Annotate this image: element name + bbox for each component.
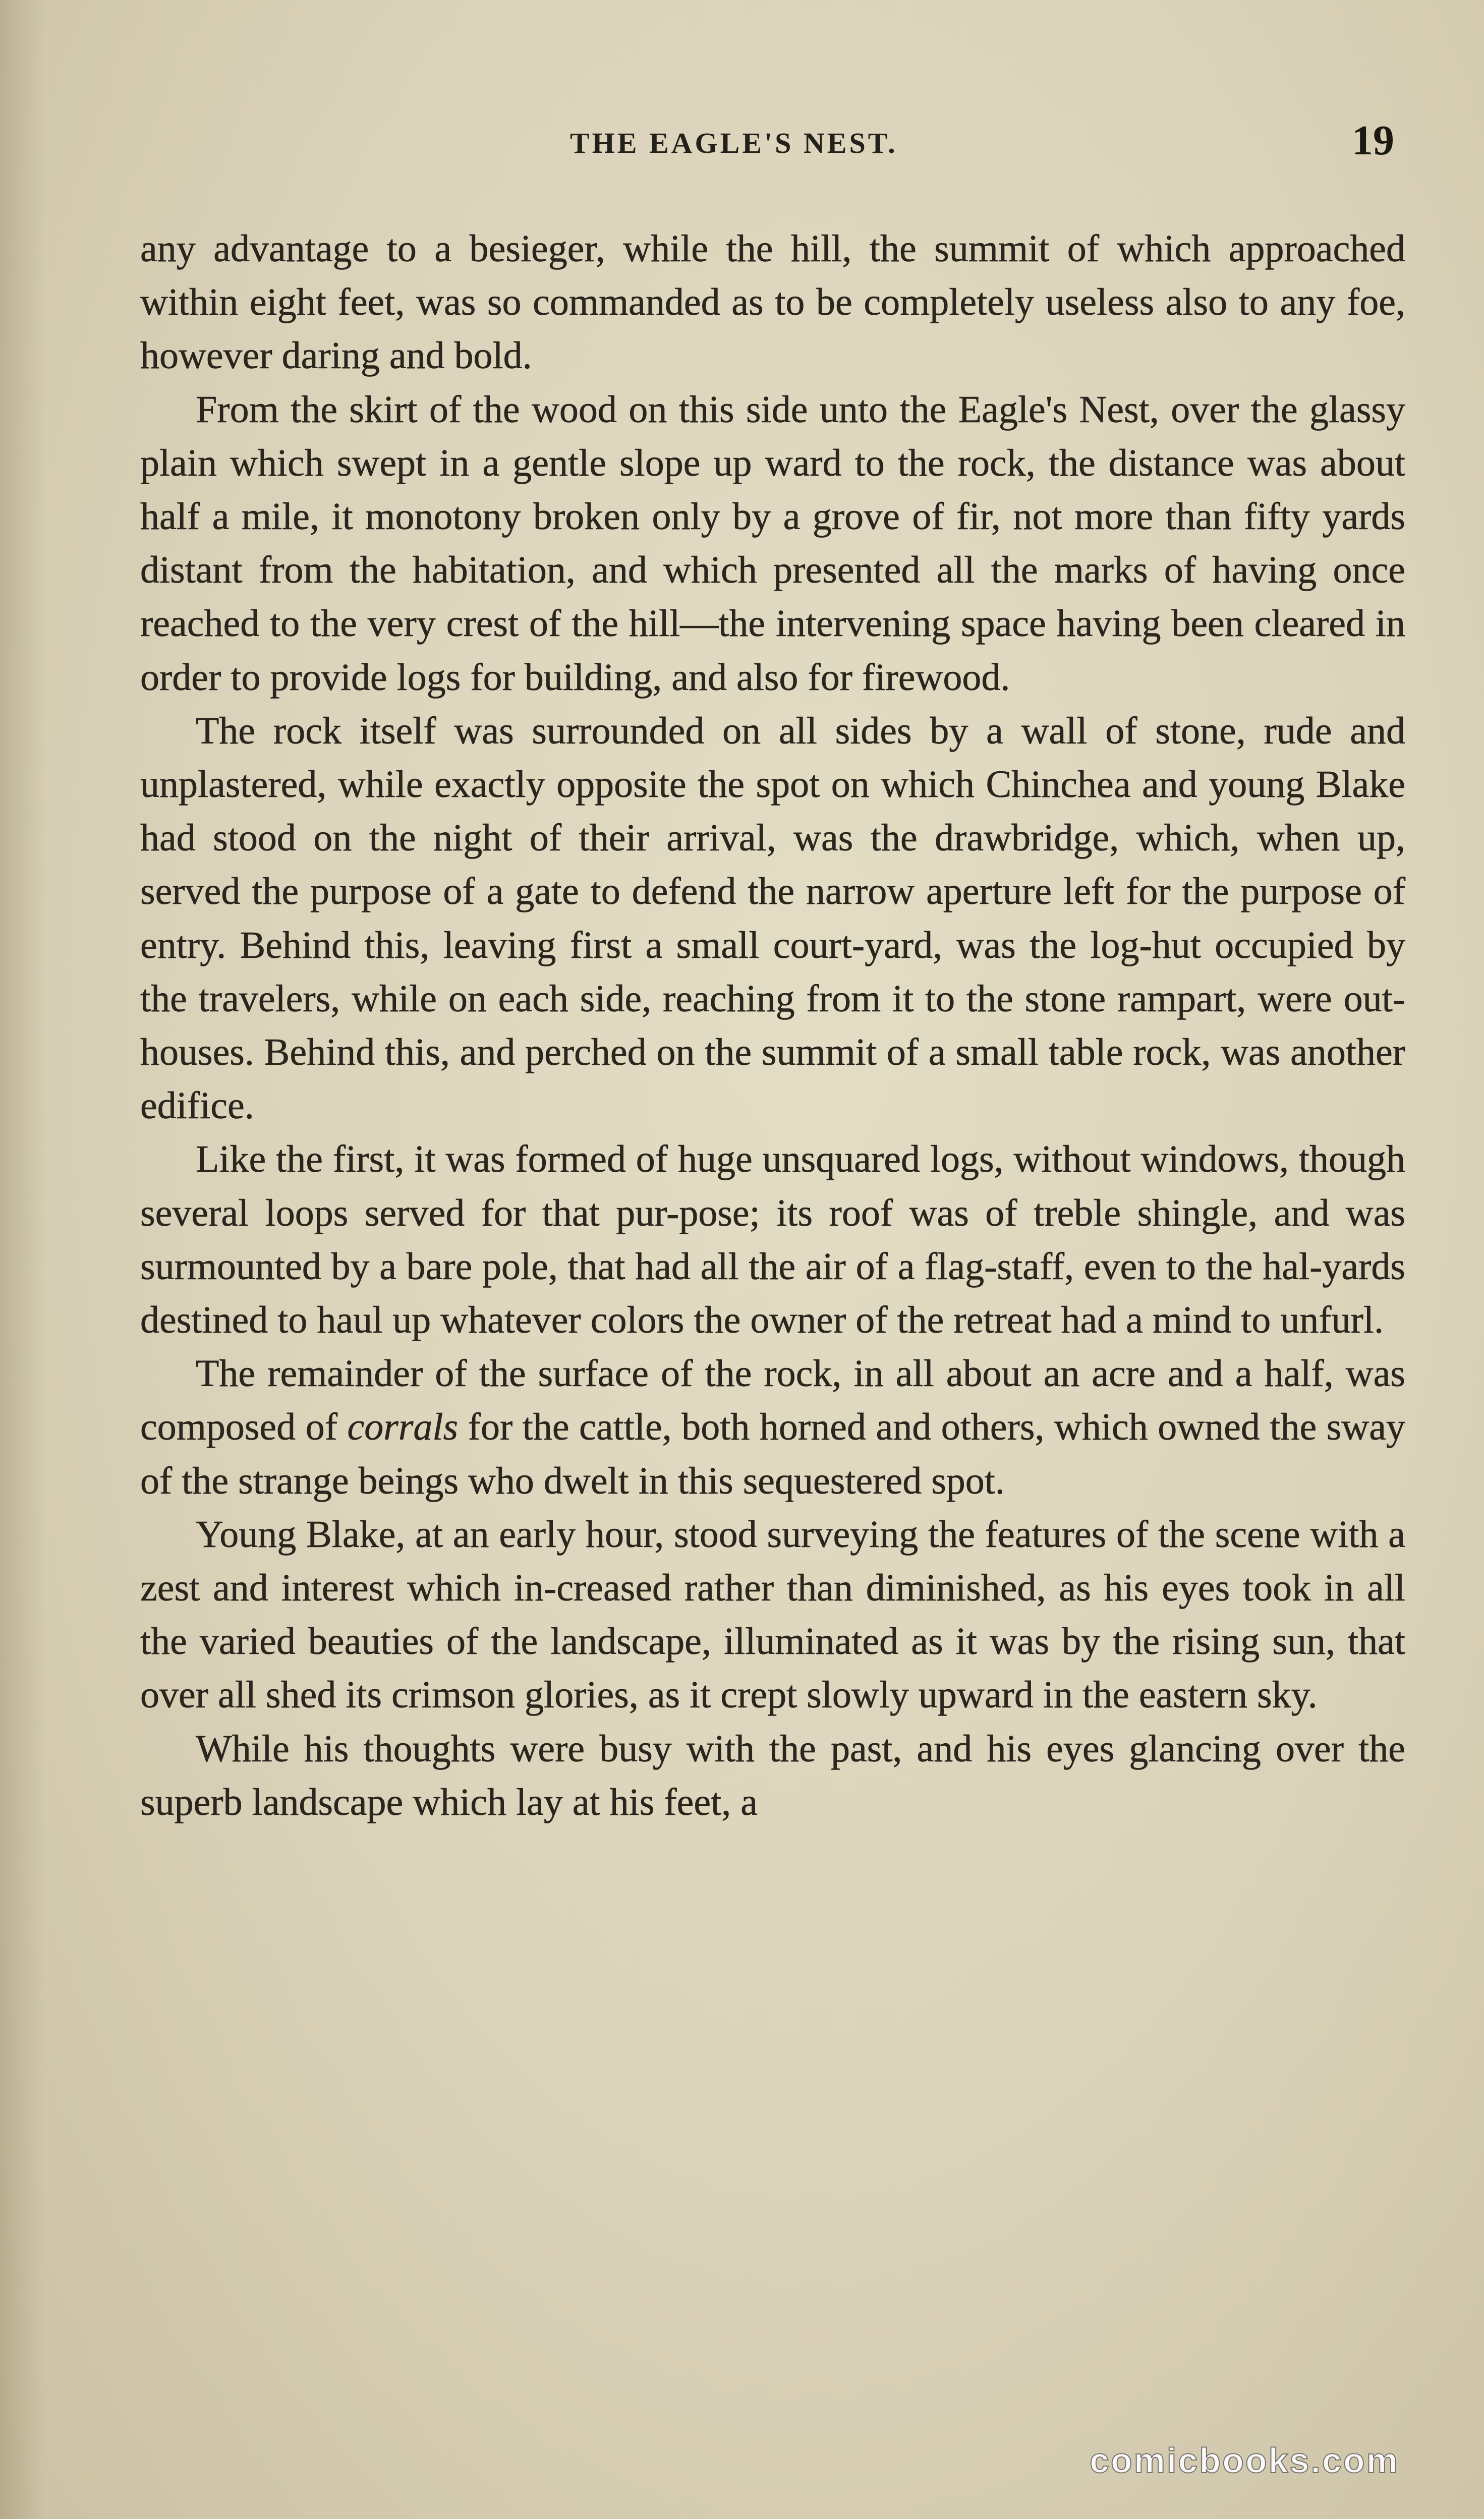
paragraph: Like the first, it was formed of huge unsquared logs, without windows, though several loops served for that pur-pose; its roof was of treble shingle, and was surmounted by a bare pole, that had all the air of a flag-staff, even to the hal-yards destined to haul up whatever colors the owner of the retreat had a mind to unfurl. [140,1138,1405,1342]
italic-term: corrals [347,1406,459,1449]
page-header [0,116,1484,171]
paragraph: any advantage to a besieger, while the hill, the summit of which approached within eight feet, was so commanded as to be completely useless also to any foe, however daring and bold. [140,227,1405,377]
watermark: comicbooks.com [1090,2441,1399,2480]
paragraph-text: The remainder of the surface of the rock, in all about an acre and a half, was composed of [140,1352,1405,1449]
page-gutter-shadow [0,0,45,2519]
page-number: 19 [1352,117,1394,164]
paragraph: Young Blake, at an early hour, stood surveying the features of the scene with a zest and interest which in-creased rather than diminished, as his eyes took in all the varied beauties of the landscape, illuminated as it was by the rising sun, that over all shed its crimson glories, as it crept slowly upward in the eastern sky. [140,1513,1405,1716]
running-head: THE EAGLE'S NEST. [570,127,898,159]
body-text [140,222,1405,1829]
paragraph: While his thoughts were busy with the past, and his eyes glancing over the superb landscape which lay at his feet, a [140,1727,1405,1823]
paragraph [140,1347,1405,1508]
paragraph: From the skirt of the wood on this side unto the Eagle's Nest, over the glassy plain which swept in a gentle slope up ward to the rock, the distance was about half a mile, it monotony broken only by a grove of fir, not more than fifty yards distant from the habitation, and which presented all the marks of having once reached to the very crest of the hill—the intervening space having been cleared in order to provide logs for building, and also for firewood. [140,388,1405,699]
paragraph-text: for the cattle, both horned and others, which owned the sway of the strange beings who dwelt in this sequestered spot. [140,1406,1405,1502]
paragraph: The rock itself was surrounded on all sides by a wall of stone, rude and unplastered, while exactly opposite the spot on which Chinchea and young Blake had stood on the night of their arrival, was the drawbridge, which, when up, served the purpose of a gate to defend the narrow aperture left for the purpose of entry. Behind this, leaving first a small court-yard, was the log-hut occupied by the travelers, while on each side, reaching from it to the stone rampart, were out-houses. Behind this, and perched on the summit of a small table rock, was another edifice. [140,709,1405,1127]
